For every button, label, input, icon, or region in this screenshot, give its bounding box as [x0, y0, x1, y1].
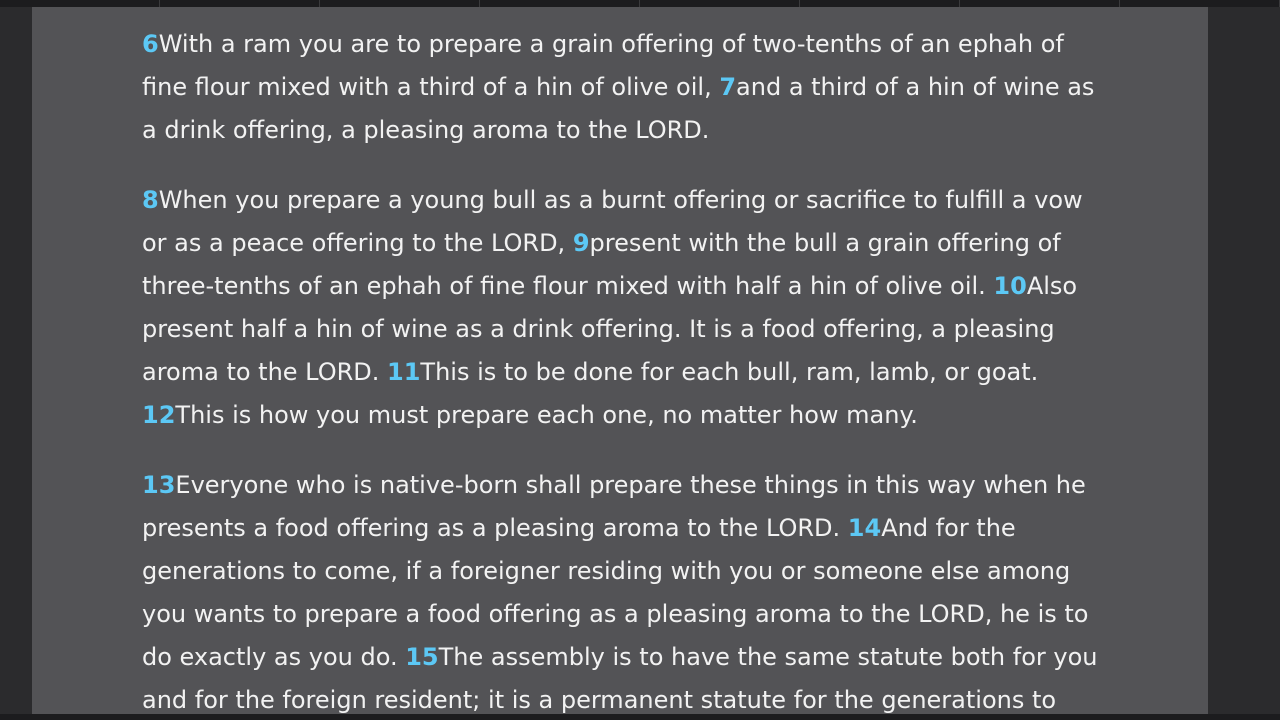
right-margin [1208, 7, 1280, 720]
verse-number[interactable]: 13 [142, 471, 176, 499]
tab-strip-segment[interactable] [800, 0, 960, 7]
verse-text: The assembly is to have the same statute both for you and for the foreign resident; it is a permanent statute for the generations to [142, 643, 1098, 714]
tab-strip-segment[interactable] [160, 0, 320, 7]
tab-strip-segment[interactable] [0, 0, 160, 7]
scripture-text [142, 23, 1102, 720]
verse-text: and a third of a hin of wine as a drink offering, a pleasing aroma to the LORD. [142, 73, 1095, 144]
verse-number[interactable]: 12 [142, 401, 176, 429]
verse-text: Everyone who is native-born shall prepare these things in this way when he presents a food offering as a pleasing aroma to the LORD. [142, 471, 1086, 542]
verse-text: present with the bull a grain offering of three-tenths of an ephah of fine flour mixed with half a hin of olive oil. [142, 229, 1061, 300]
verse-number[interactable]: 15 [405, 643, 439, 671]
paragraph [142, 179, 1102, 437]
verse-number[interactable]: 9 [572, 229, 590, 257]
verse-number[interactable]: 14 [847, 514, 882, 542]
verse-text: Also present half a hin of wine as a drink offering. It is a food offering, a pleasing aroma to the LORD. [142, 272, 1078, 386]
paragraph [142, 464, 1102, 720]
paragraph [142, 23, 1102, 152]
verse-number[interactable]: 6 [142, 30, 159, 58]
left-margin [0, 7, 32, 720]
verse-number[interactable]: 10 [993, 272, 1027, 300]
tab-strip-segment[interactable] [640, 0, 800, 7]
tab-strip-segment[interactable] [960, 0, 1120, 7]
verse-text: With a ram you are to prepare a grain offering of two-tenths of an ephah of fine flour mixed with a third of a hin of olive oil, [142, 30, 1064, 101]
verse-text: And for the generations to come, if a foreigner residing with you or someone else among you wants to prepare a food offering as a pleasing aroma to the LORD, he is to do exactly as you do. [142, 514, 1089, 671]
window-tab-bar [0, 0, 1280, 7]
reader-page[interactable] [32, 7, 1208, 720]
verse-number[interactable]: 11 [387, 358, 421, 386]
tab-strip-segment[interactable] [1120, 0, 1280, 7]
verse-text: When you prepare a young bull as a burnt offering or sacrifice to fulfill a vow or as a peace offering to the LORD, [142, 186, 1083, 257]
tab-strip-segment[interactable] [480, 0, 640, 7]
window-bottom-edge [0, 714, 1280, 720]
verse-text: This is to be done for each bull, ram, lamb, or goat. [420, 358, 1039, 386]
verse-text: This is how you must prepare each one, no matter how many. [175, 401, 918, 429]
verse-number[interactable]: 7 [719, 73, 737, 101]
verse-number[interactable]: 8 [142, 186, 159, 214]
tab-strip-segment[interactable] [320, 0, 480, 7]
